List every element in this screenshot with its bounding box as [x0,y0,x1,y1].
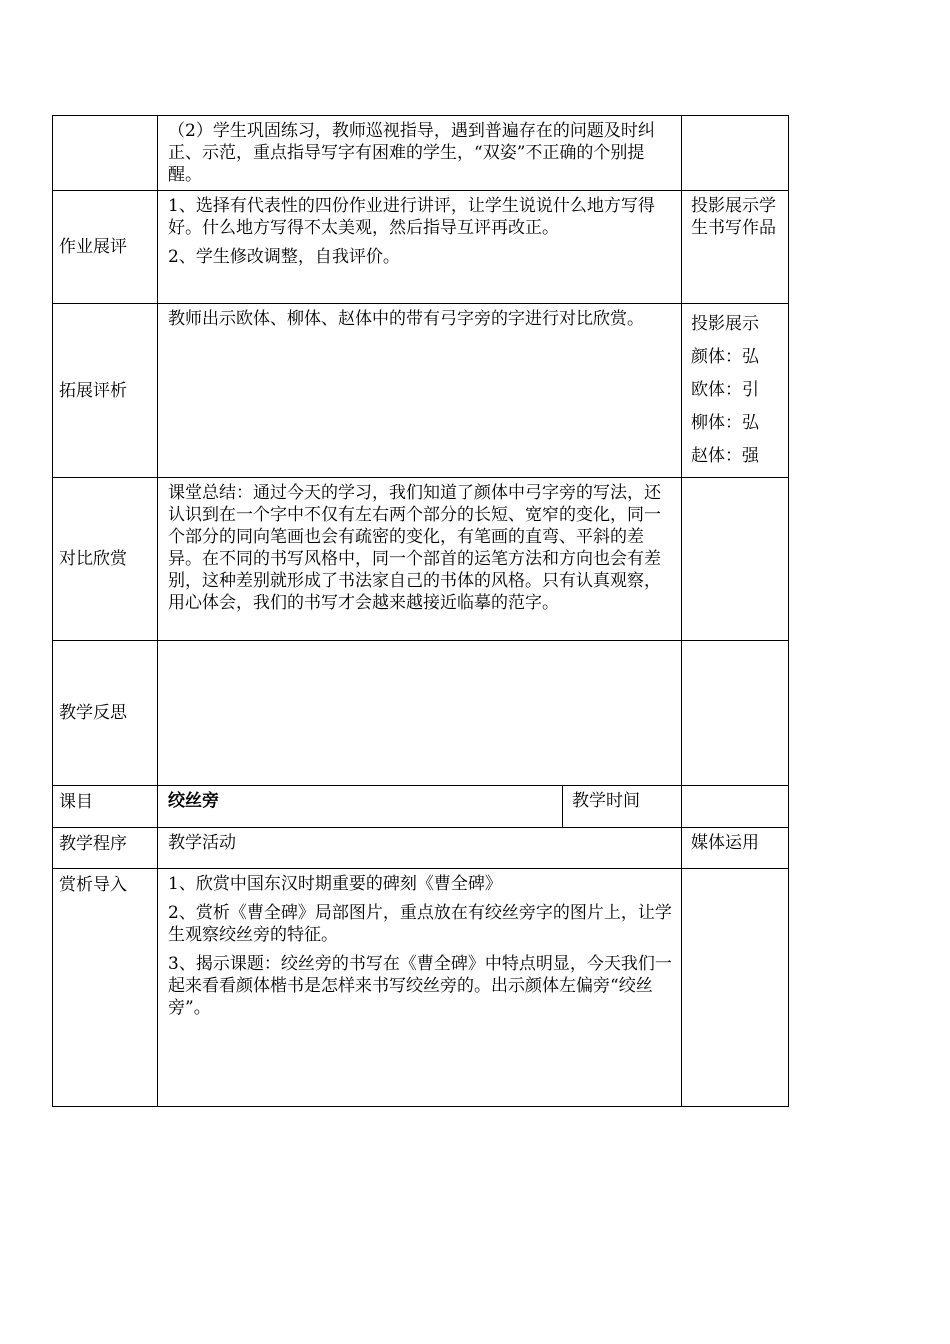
media-line: 投影展示 [691,314,760,334]
table-row [53,828,789,869]
activity-header: 教学活动 [158,828,682,869]
table-row [53,641,789,786]
lesson-plan-table [52,115,789,1107]
teaching-time-value [682,786,789,828]
media-line: 欧体：引 [691,380,760,400]
table-row [53,869,789,1107]
media-cell-empty [682,641,789,786]
reflection-content [158,641,682,786]
row-label-reflection: 教学反思 [53,641,158,786]
media-cell-empty [682,869,789,1107]
teaching-time-label: 教学时间 [563,786,682,828]
homework-review-item-2: 2、学生修改调整，自我评价。 [168,247,400,267]
row-label-procedure: 教学程序 [53,828,158,869]
table-row [53,478,789,641]
media-cell-empty [682,116,789,191]
subject-value: 绞丝旁 [158,786,563,828]
introduction-item-2: 2、赏析《曹全碑》局部图片，重点放在有绞丝旁字的图片上，让学生观察绞丝旁的特征。 [168,903,672,945]
table-row [53,191,789,304]
media-line: 赵体：强 [691,446,760,466]
media-line: 柳体：弘 [691,413,760,433]
row-label-homework-review: 作业展评 [53,191,158,304]
table-row [53,304,789,478]
media-cell-empty [682,478,789,641]
extension-content: 教师出示欧体、柳体、赵体中的带有弓字旁的字进行对比欣赏。 [158,304,682,478]
row-label-subject: 课目 [53,786,158,828]
media-header: 媒体运用 [682,828,789,869]
table-row [53,116,789,191]
introduction-item-1: 1、欣赏中国东汉时期重要的碑刻《曹全碑》 [168,874,502,894]
comparison-content: 课堂总结：通过今天的学习，我们知道了颜体中弓字旁的写法，还认识到在一个字中不仅有左右两个部分的长短、宽窄的变化，同一个部分的同向笔画也会有疏密的变化，有笔画的直弯、平斜的差异。在不同的书写风格中，同一个部首的运笔方法和方向也会有差别，这种差别就形成了书法家自己的书体的风格。只有认真观察，用心体会，我们的书写才会越来越接近临摹的范字。 [158,478,682,641]
row-label-comparison: 对比欣赏 [53,478,158,641]
homework-review-item-1: 1、选择有代表性的四份作业进行讲评，让学生说说什么地方写得好。什么地方写得不太美观，然后指导互评再改正。 [168,196,655,238]
homework-review-media: 投影展示学生书写作品 [682,191,789,304]
media-line: 颜体：弘 [691,347,760,367]
extension-media [682,304,789,478]
row-label-introduction: 赏析导入 [53,869,158,1107]
introduction-content [158,869,682,1107]
practice-content: （2）学生巩固练习，教师巡视指导，遇到普遍存在的问题及时纠正、示范，重点指导写字有困难的学生，“双姿”不正确的个别提醒。 [158,116,682,191]
table-row [53,786,789,828]
row-label-empty [53,116,158,191]
row-label-extension: 拓展评析 [53,304,158,478]
homework-review-content [158,191,682,304]
introduction-item-3: 3、揭示课题：绞丝旁的书写在《曹全碑》中特点明显，今天我们一起来看看颜体楷书是怎样来书写绞丝旁的。出示颜体左偏旁“绞丝旁”。 [168,954,672,1018]
